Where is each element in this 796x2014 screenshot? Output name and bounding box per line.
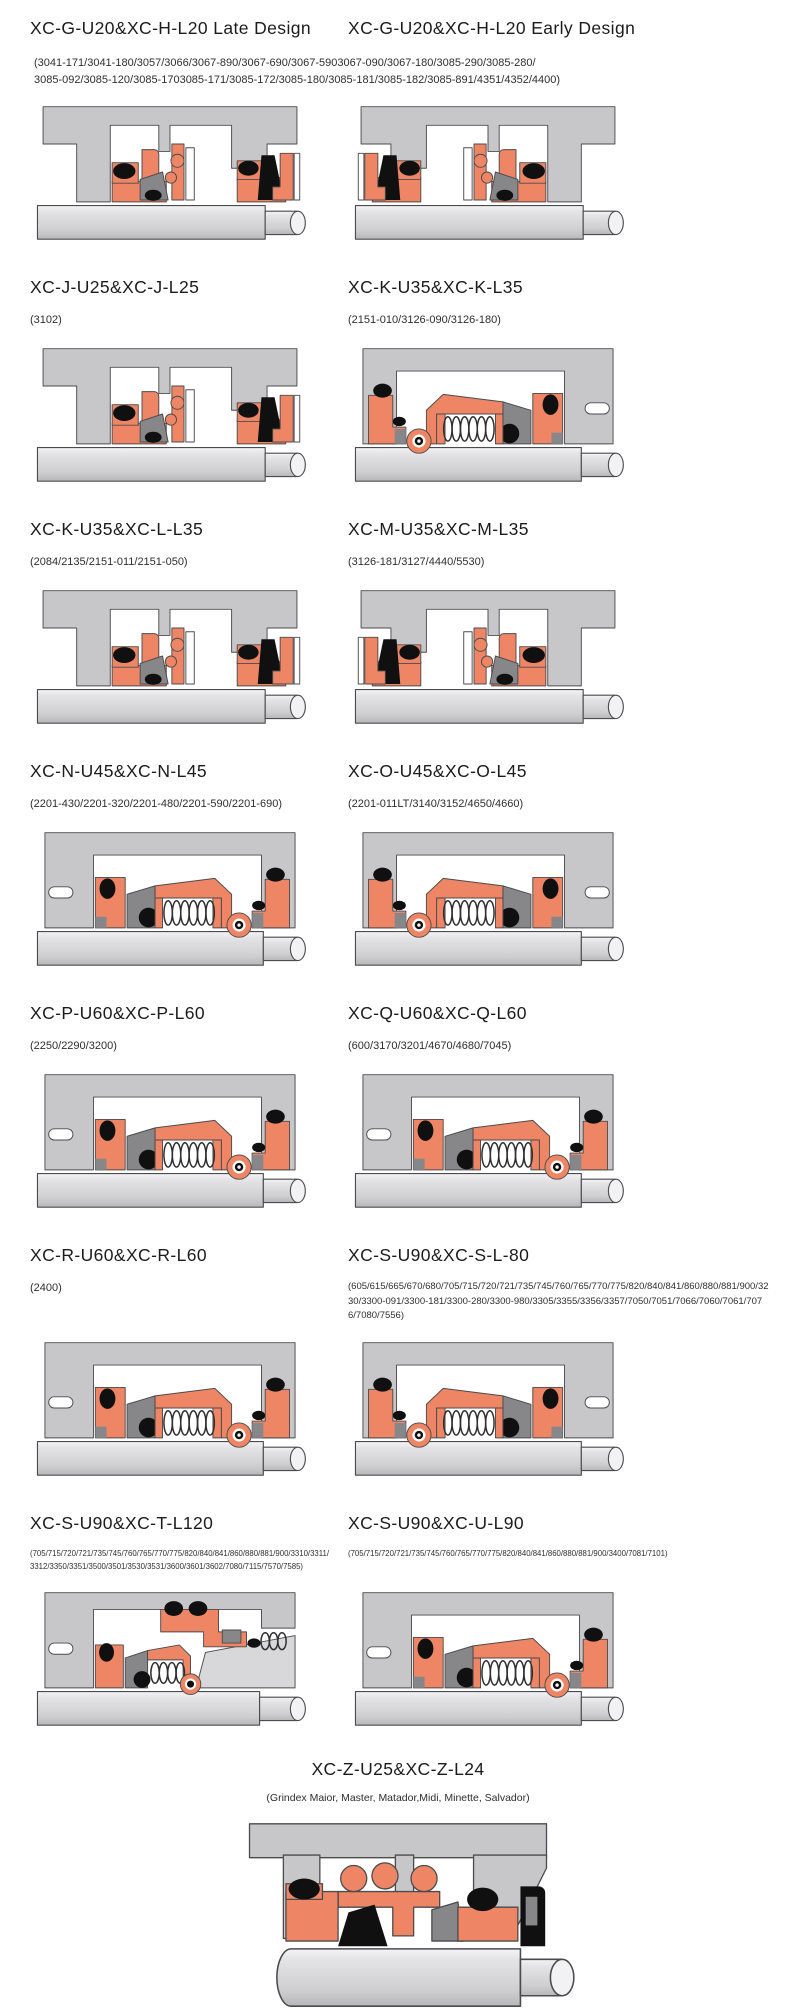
part-numbers-shared — [0, 39, 796, 89]
seal-section — [348, 761, 770, 973]
section-title: XC-P-U60&XC-P-L60 — [30, 1003, 206, 1024]
seal-diagram — [348, 1065, 628, 1215]
seal-diagram — [30, 339, 310, 489]
seal-section — [348, 1245, 770, 1483]
seal-diagram — [30, 1333, 310, 1483]
part-numbers: (3126-181/3127/4440/5530) — [348, 556, 485, 569]
catalog-row — [0, 1513, 796, 1733]
section-title-z: XC-Z-U25&XC-Z-L24 — [311, 1758, 485, 1779]
seal-diagram — [183, 1816, 613, 2014]
section-title: XC-J-U25&XC-J-L25 — [30, 277, 200, 298]
part-numbers: (2151-010/3126-090/3126-180) — [348, 314, 501, 327]
section-title: XC-K-U35&XC-K-L35 — [348, 277, 524, 298]
catalog-row — [0, 277, 796, 489]
section-title: XC-S-U90&XC-T-L120 — [30, 1513, 214, 1534]
seal-diagram — [348, 581, 628, 731]
part-numbers: (705/715/720/721/735/745/760/765/770/775/820/840/841/860/880/881/900/3400/7081/7101) — [348, 1549, 668, 1559]
catalog-row — [0, 519, 796, 731]
part-numbers: (2084/2135/2151-011/2151-050) — [30, 556, 188, 569]
part-numbers-line: (3041-171/3041-180/3057/3066/3067-890/3067-690/3067-5903067-090/3067-180/3085-290/3085-280/ — [34, 57, 536, 69]
part-numbers: (2201-430/2201-320/2201-480/2201-590/2201-690) — [30, 798, 282, 811]
seal-diagram — [30, 97, 310, 247]
seal-section — [30, 1513, 330, 1733]
seal-diagram — [348, 823, 628, 973]
section-title: XC-K-U35&XC-L-L35 — [30, 519, 204, 540]
seal-diagram — [30, 581, 310, 731]
seal-diagram — [348, 1333, 628, 1483]
section-title: XC-Q-U60&XC-Q-L60 — [348, 1003, 527, 1024]
part-numbers: (2250/2290/3200) — [30, 1040, 117, 1053]
seal-section — [348, 519, 770, 731]
section-title: XC-M-U35&XC-M-L35 — [348, 519, 529, 540]
seal-diagram — [348, 97, 628, 247]
part-numbers-line: 3085-092/3085-120/3085-1703085-171/3085-172/3085-180/3085-181/3085-182/3085-891/4351/4352/4400) — [34, 74, 561, 87]
section-title: XC-S-U90&XC-S-L-80 — [348, 1245, 530, 1266]
part-numbers: (2201-011LT/3140/3152/4650/4660) — [348, 798, 524, 811]
section-title: XC-S-U90&XC-U-L90 — [348, 1513, 525, 1534]
seal-section — [348, 277, 770, 489]
part-numbers: (605/615/665/670/680/705/715/720/721/735/745/760/765/770/775/820/840/841/860/880/881/900/3230/3300-091/3300-181/3300-280/3300-980/3305/3355/3356/3357/7050/7051/7066/7060/7061/7076/7080/7556) — [348, 1281, 769, 1321]
section-title: XC-N-U45&XC-N-L45 — [30, 761, 207, 782]
seal-section — [30, 277, 330, 489]
part-numbers: (705/715/720/721/735/745/760/765/770/775/820/840/841/860/880/881/900/3310/3311/3312/3350/3351/3500/3501/3530/3531/3600/3601/3602/7080/7115/7570/7585) — [30, 1549, 330, 1571]
seal-section — [348, 1513, 770, 1733]
catalog-row — [0, 1245, 796, 1483]
seal-diagram — [30, 1065, 310, 1215]
seal-section — [30, 1245, 330, 1483]
section-title-g-h-late: XC-G-U20&XC-H-L20 Late Design — [30, 18, 312, 38]
section-title: XC-O-U45&XC-O-L45 — [348, 761, 527, 782]
catalog-row — [0, 761, 796, 973]
seal-section — [30, 761, 330, 973]
part-numbers-z: (Grindex Maior, Master, Matador,Midi, Minette, Salvador) — [266, 1791, 530, 1804]
part-numbers: (600/3170/3201/4670/4680/7045) — [348, 1040, 512, 1053]
header-row — [0, 14, 796, 39]
seal-diagram — [30, 823, 310, 973]
section-title-g-h-early: XC-G-U20&XC-H-L20 Early Design — [348, 18, 636, 38]
seal-diagram — [30, 1583, 310, 1733]
seal-section — [348, 1003, 770, 1215]
seal-section — [30, 519, 330, 731]
section-title: XC-R-U60&XC-R-L60 — [30, 1245, 207, 1266]
part-numbers: (3102) — [30, 314, 62, 327]
catalog-row — [0, 1003, 796, 1215]
header-diagrams — [0, 97, 796, 247]
seal-diagram — [348, 339, 628, 489]
footer-section — [0, 1759, 796, 2014]
part-numbers: (2400) — [30, 1282, 62, 1295]
seal-diagram — [348, 1583, 628, 1733]
seal-section — [30, 1003, 330, 1215]
